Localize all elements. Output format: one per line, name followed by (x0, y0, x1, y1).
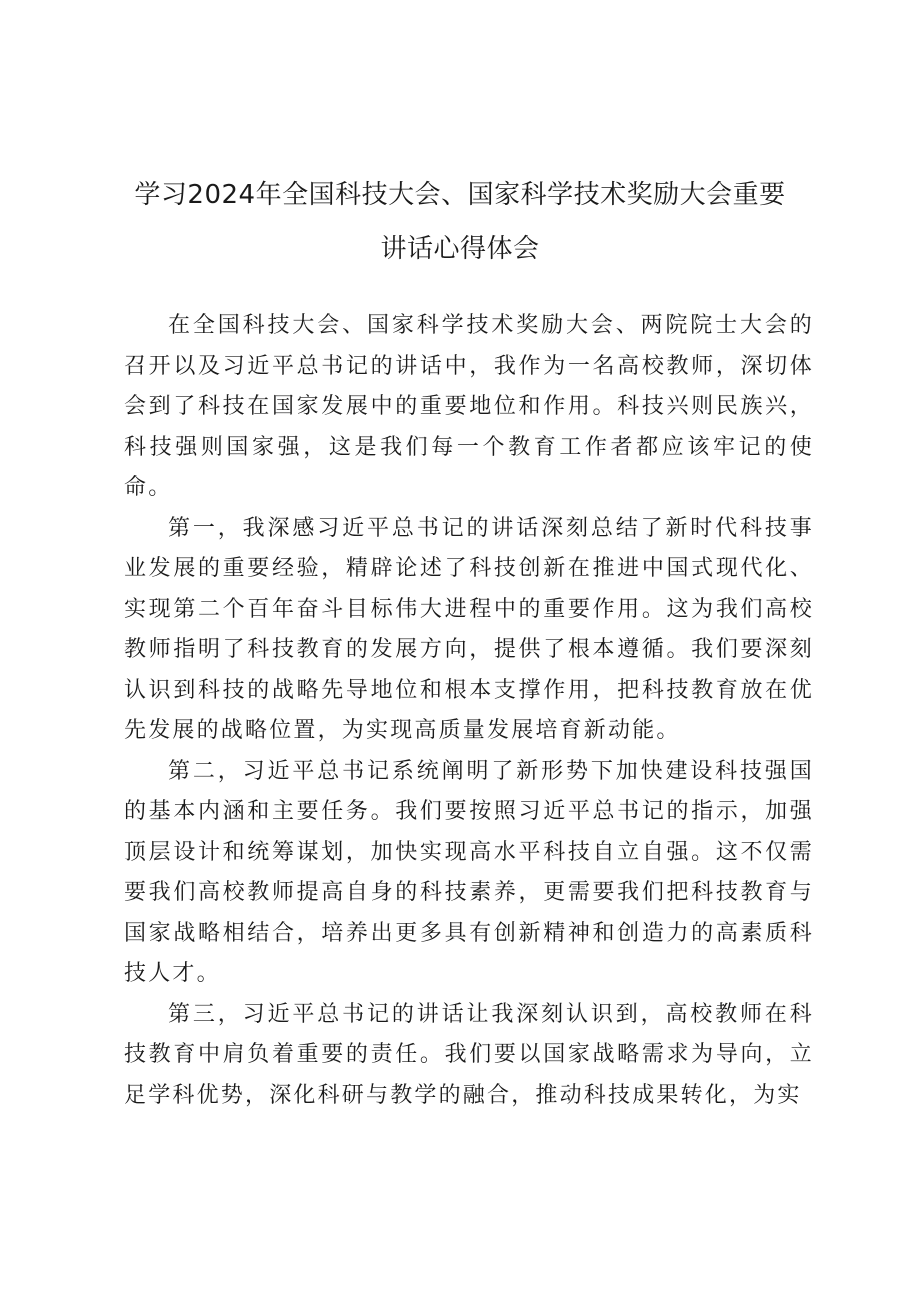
paragraph-intro: 在全国科技大会、国家科学技术奖励大会、两院院士大会的召开以及习近平总书记的讲话中，我作为一名高校教师，深切体会到了科技在国家发展中的重要地位和作用。科技兴则民族兴，科技强则国家强，这是我们每一个教育工作者都应该牢记的使命。 (124, 313, 814, 500)
document-body (124, 306, 814, 1116)
title-line-1: 学习2024年全国科技大会、国家科学技术奖励大会重要 (134, 180, 786, 210)
title-line-2: 讲话心得体会 (380, 234, 540, 264)
document-title (100, 168, 820, 276)
paragraph-first: 第一，我深感习近平总书记的讲话深刻总结了新时代科技事业发展的重要经验，精辟论述了科技创新在推进中国式现代化、实现第二个百年奋斗目标伟大进程中的重要作用。这为我们高校教师指明了科技教育的发展方向，提供了根本遵循。我们要深刻认识到科技的战略先导地位和根本支撑作用，把科技教育放在优先发展的战略位置，为实现高质量发展培育新动能。 (124, 515, 814, 743)
paragraph-third: 第三，习近平总书记的讲话让我深刻认识到，高校教师在科技教育中肩负着重要的责任。我们要以国家战略需求为导向，立足学科优势，深化科研与教学的融合，推动科技成果转化，为实 (124, 1001, 814, 1108)
paragraph-second: 第二，习近平总书记系统阐明了新形势下加快建设科技强国的基本内涵和主要任务。我们要按照习近平总书记的指示，加强顶层设计和统筹谋划，加快实现高水平科技自立自强。这不仅需要我们高校教师提高自身的科技素养，更需要我们把科技教育与国家战略相结合，培养出更多具有创新精神和创造力的高素质科技人才。 (124, 758, 814, 986)
